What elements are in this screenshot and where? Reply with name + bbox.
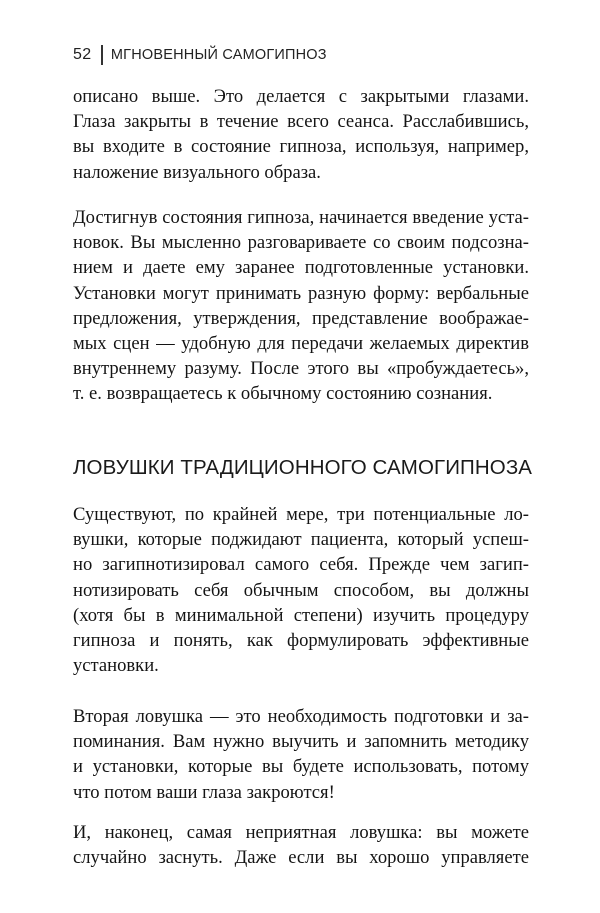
text-line: Глаза закрыты в течение всего сеанса. Расслабившись, bbox=[73, 111, 529, 133]
header-divider bbox=[101, 45, 103, 65]
text-line: Существуют, по крайней мере, три потенциальные ло- bbox=[73, 504, 529, 525]
paragraph-1 bbox=[73, 84, 529, 185]
text-line: новок. Вы мысленно разговариваете со своим подсозна- bbox=[73, 232, 529, 254]
paragraph-4 bbox=[73, 704, 529, 805]
text-line: наложение визуального образа. bbox=[73, 161, 321, 183]
text-line: нием и даете ему заранее подготовленные установки. bbox=[73, 257, 529, 279]
text-line: гипноза и понять, как формулировать эффективные bbox=[73, 630, 529, 652]
text-line: описано выше. Это делается с закрытыми глазами. bbox=[73, 86, 529, 107]
book-title: МГНОВЕННЫЙ САМОГИПНОЗ bbox=[110, 47, 327, 63]
text-line: поминания. Вам нужно выучить и запомнить методику bbox=[73, 731, 529, 753]
paragraph-2 bbox=[73, 205, 529, 407]
section-heading: ЛОВУШКИ ТРАДИЦИОННОГО САМОГИПНОЗА bbox=[73, 456, 533, 479]
text-line: И, наконец, самая неприятная ловушка: вы можете bbox=[73, 822, 529, 843]
text-line: установки. bbox=[73, 655, 159, 677]
text-line: внутреннему разуму. После этого вы «пробуждаетесь», bbox=[73, 358, 529, 380]
text-line: Установки могут принимать разную форму: вербальные bbox=[73, 282, 529, 304]
text-line: т. е. возвращаетесь к обычному состоянию сознания. bbox=[73, 383, 493, 405]
paragraph-3 bbox=[73, 502, 529, 678]
text-line: вушки, которые поджидают пациента, который успеш- bbox=[73, 529, 529, 551]
running-header bbox=[73, 44, 327, 66]
text-line: и установки, которые вы будете использовать, потому bbox=[73, 756, 529, 778]
paragraph-5 bbox=[73, 820, 529, 870]
text-line: что потом ваши глаза закроются! bbox=[73, 781, 335, 803]
text-line: (хотя бы в минимальной степени) изучить процедуру bbox=[73, 604, 529, 626]
text-line: Вторая ловушка — это необходимость подготовки и за- bbox=[73, 706, 529, 727]
text-line: случайно заснуть. Даже если вы хорошо управляете bbox=[73, 847, 529, 869]
text-line: предложения, утверждения, представление воображае- bbox=[73, 307, 529, 329]
page-number: 52 bbox=[73, 46, 92, 63]
text-line: вы входите в состояние гипноза, используя, например, bbox=[73, 136, 529, 158]
text-line: Достигнув состояния гипноза, начинается введение уста- bbox=[73, 207, 529, 228]
text-line: мых сцен — удобную для передачи желаемых директив bbox=[73, 333, 529, 355]
text-line: нотизировать себя обычным способом, вы должны bbox=[73, 579, 529, 601]
text-line: но загипнотизировал самого себя. Прежде чем загип- bbox=[73, 554, 529, 576]
